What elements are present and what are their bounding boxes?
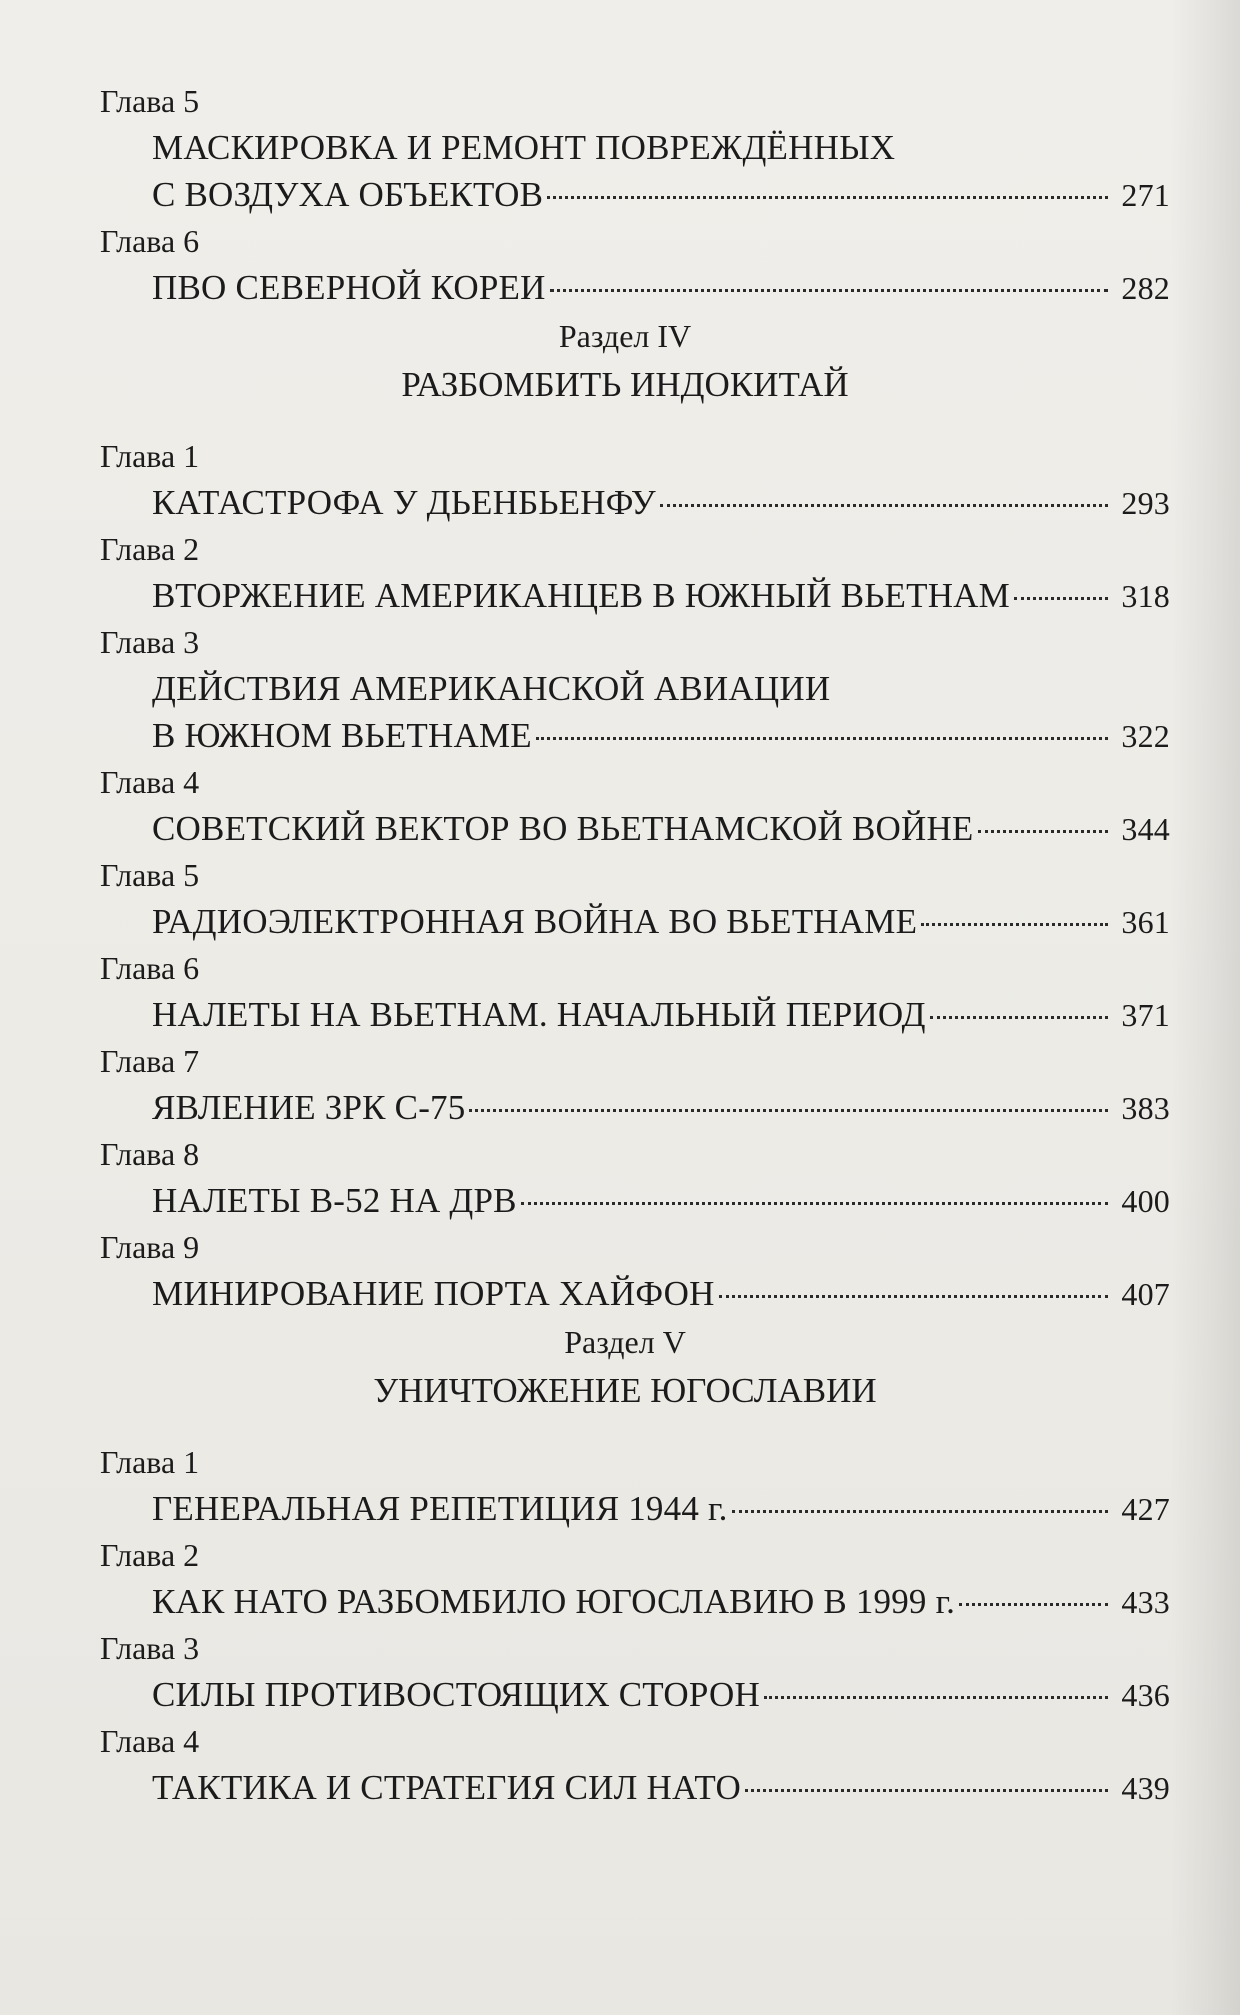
chapter-label: Глава 4: [100, 1723, 200, 1759]
chapter-label: Глава 6: [100, 950, 200, 986]
page-number: 282: [1121, 270, 1170, 306]
page-number: 400: [1121, 1183, 1170, 1219]
section-number: Раздел IV: [558, 318, 692, 354]
chapter-label: Глава 3: [100, 1630, 200, 1666]
entry-title: ВТОРЖЕНИЕ АМЕРИКАНЦЕВ В ЮЖНЫЙ ВЬЕТНАМ: [152, 576, 1010, 615]
dot-leader: [521, 1202, 1108, 1205]
toc-entry: [80, 852, 1170, 945]
toc-entry: [80, 1532, 1170, 1625]
entry-title-line: [80, 1578, 1170, 1625]
dot-leader: [1014, 597, 1108, 600]
chapter-label: Глава 1: [100, 438, 200, 474]
page-number: 322: [1121, 718, 1170, 754]
toc-entry: [80, 433, 1170, 526]
chapter-label: Глава 8: [100, 1136, 200, 1172]
entry-title-line: [80, 898, 1170, 945]
toc-entry: [80, 1718, 1170, 1811]
chapter-label: Глава 4: [100, 764, 200, 800]
entry-title-line: [80, 991, 1170, 1038]
dot-leader: [930, 1016, 1108, 1019]
chapter-label: Глава 1: [100, 1444, 200, 1480]
dot-leader: [550, 289, 1108, 292]
toc-entry: [80, 1625, 1170, 1718]
page-number: 344: [1121, 811, 1170, 847]
entry-title-line: [80, 712, 1170, 759]
entry-title: С ВОЗДУХА ОБЪЕКТОВ: [152, 175, 544, 214]
section-title: УНИЧТОЖЕНИЕ ЮГОСЛАВИИ: [373, 1371, 877, 1410]
dot-leader: [719, 1295, 1108, 1298]
entry-title-line: [80, 1485, 1170, 1532]
dot-leader: [536, 737, 1108, 740]
entry-title: МАСКИРОВКА И РЕМОНТ ПОВРЕЖДЁННЫХ: [152, 128, 896, 167]
entry-title: ДЕЙСТВИЯ АМЕРИКАНСКОЙ АВИАЦИИ: [152, 669, 831, 708]
page-number: 436: [1121, 1677, 1170, 1713]
chapter-label: Глава 2: [100, 531, 200, 567]
entry-title-line: [80, 1177, 1170, 1224]
chapter-label: Глава 3: [100, 624, 200, 660]
entry-title-line: [80, 124, 1170, 171]
page-number: 361: [1121, 904, 1170, 940]
page-number: 271: [1121, 177, 1170, 213]
chapter-label: Глава 7: [100, 1043, 200, 1079]
page-number: 407: [1121, 1276, 1170, 1312]
section-number: Раздел V: [564, 1324, 686, 1360]
entry-title-line: [80, 805, 1170, 852]
chapter-label: Глава 5: [100, 83, 200, 119]
page-number: 318: [1121, 578, 1170, 614]
page-edge-shadow: [1170, 0, 1240, 2015]
dot-leader: [547, 196, 1108, 199]
dot-leader: [959, 1603, 1108, 1606]
page-number: 383: [1121, 1090, 1170, 1126]
table-of-contents: [80, 78, 1170, 1811]
dot-leader: [978, 830, 1108, 833]
toc-entry: [80, 218, 1170, 311]
entry-title-line: [80, 479, 1170, 526]
entry-title: НАЛЕТЫ В-52 НА ДРВ: [152, 1181, 517, 1220]
toc-entry: [80, 526, 1170, 619]
page-number: 427: [1121, 1491, 1170, 1527]
entry-title-line: [80, 264, 1170, 311]
entry-title: ПВО СЕВЕРНОЙ КОРЕИ: [152, 268, 546, 307]
toc-entry: [80, 619, 1170, 759]
entry-title: НАЛЕТЫ НА ВЬЕТНАМ. НАЧАЛЬНЫЙ ПЕРИОД: [152, 995, 926, 1034]
toc-entry: [80, 78, 1170, 218]
entry-title: В ЮЖНОМ ВЬЕТНАМЕ: [152, 716, 532, 755]
entry-title-line: [80, 171, 1170, 218]
entry-title: РАДИОЭЛЕКТРОННАЯ ВОЙНА ВО ВЬЕТНАМЕ: [152, 902, 918, 941]
entry-title-line: [80, 1084, 1170, 1131]
chapter-label: Глава 9: [100, 1229, 200, 1265]
entry-title: ТАКТИКА И СТРАТЕГИЯ СИЛ НАТО: [152, 1768, 741, 1807]
entry-title: ЯВЛЕНИЕ ЗРК С-75: [152, 1088, 466, 1127]
entry-title-line: [80, 665, 1170, 712]
section-title: РАЗБОМБИТЬ ИНДОКИТАЙ: [401, 365, 849, 404]
toc-entry: [80, 1439, 1170, 1532]
entry-title-line: [80, 1270, 1170, 1317]
toc-entry: [80, 1131, 1170, 1224]
entry-title: КАТАСТРОФА У ДЬЕНБЬЕНФУ: [152, 483, 656, 522]
toc-entry: [80, 1038, 1170, 1131]
entry-title: МИНИРОВАНИЕ ПОРТА ХАЙФОН: [152, 1274, 715, 1313]
entry-title-line: [80, 1764, 1170, 1811]
dot-leader: [745, 1789, 1108, 1792]
dot-leader: [660, 504, 1108, 507]
page-number: 433: [1121, 1584, 1170, 1620]
dot-leader: [469, 1109, 1108, 1112]
chapter-label: Глава 2: [100, 1537, 200, 1573]
page-number: 439: [1121, 1770, 1170, 1806]
entry-title: ГЕНЕРАЛЬНАЯ РЕПЕТИЦИЯ 1944 г.: [152, 1489, 728, 1528]
dot-leader: [764, 1696, 1108, 1699]
entry-title-line: [80, 1671, 1170, 1718]
toc-entry: [80, 945, 1170, 1038]
chapter-label: Глава 6: [100, 223, 200, 259]
toc-entry: [80, 1224, 1170, 1317]
page-number: 371: [1121, 997, 1170, 1033]
entry-title: СИЛЫ ПРОТИВОСТОЯЩИХ СТОРОН: [152, 1675, 760, 1714]
entry-title-line: [80, 572, 1170, 619]
toc-entry: [80, 759, 1170, 852]
entry-title: КАК НАТО РАЗБОМБИЛО ЮГОСЛАВИЮ В 1999 г.: [152, 1582, 956, 1621]
dot-leader: [732, 1510, 1108, 1513]
chapter-label: Глава 5: [100, 857, 200, 893]
dot-leader: [921, 923, 1108, 926]
page-number: 293: [1121, 485, 1170, 521]
entry-title: СОВЕТСКИЙ ВЕКТОР ВО ВЬЕТНАМСКОЙ ВОЙНЕ: [152, 809, 974, 848]
